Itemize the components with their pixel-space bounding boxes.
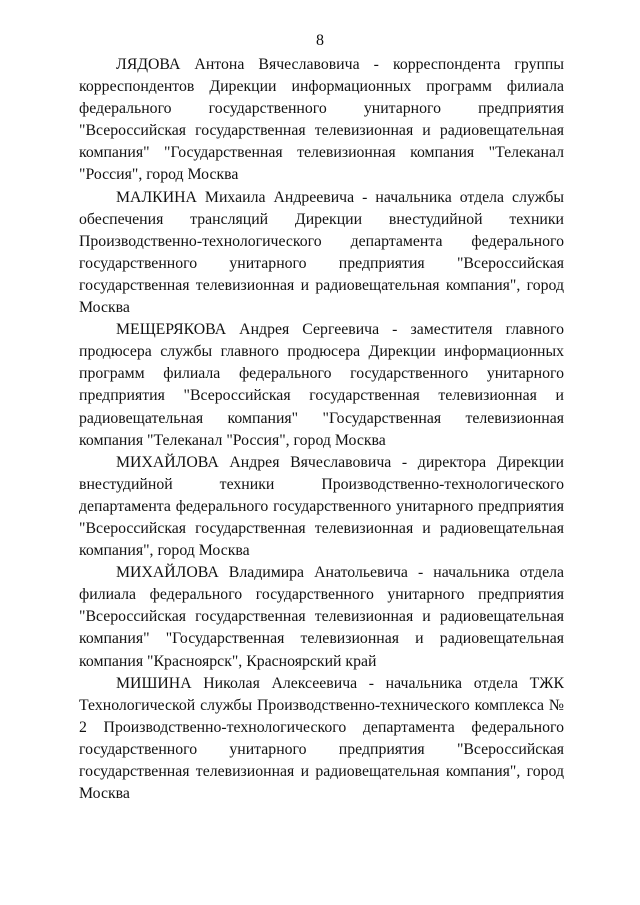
- entry-lyadov: ЛЯДОВА Антона Вячеславовича - корреспондента группы корреспондентов Дирекции информационных программ филиала федерального государственного унитарного предприятия "Всероссийская государственная телевизионная и радиовещательная компания" "Государственная телевизионная компания "Телеканал "Россия", город Москва: [79, 56, 564, 184]
- entry-malkin: МАЛКИНА Михаила Андреевича - начальника отдела службы обеспечения трансляций Дирекции внестудийной техники Производственно-технологического департамента федерального государственного унитарного предприятия "Всероссийская государственная телевизионная и радиовещательная компания", город Москва: [79, 188, 564, 317]
- entry-mishin: МИШИНА Николая Алексеевича - начальника отдела ТЖК Технологической службы Производственно-технического комплекса № 2 Производственно-технологического департамента федерального государственного унитарного предприятия "Всероссийская государственная телевизионная и радиовещательная компания", город Москва: [79, 674, 564, 803]
- page-number: 8: [316, 32, 324, 49]
- award-list: [79, 54, 564, 805]
- entry-mikhailov-andrey: МИХАЙЛОВА Андрея Вячеславовича - директора Дирекции внестудийной техники Производственно-технологического департамента федерального государственного унитарного предприятия "Всероссийская государственная телевизионная и радиовещательная компания", город Москва: [79, 453, 564, 560]
- entry-meshcheryakov: МЕЩЕРЯКОВА Андрея Сергеевича - заместителя главного продюсера службы главного продюсера Дирекции информационных программ филиала федерального государственного унитарного предприятия "Всероссийская государственная телевизионная и радиовещательная компания" "Государственная телевизионная компания "Телеканал "Россия", город Москва: [79, 321, 564, 449]
- entry-mikhailov-vladimir: МИХАЙЛОВА Владимира Анатольевича - начальника отдела филиала федерального государственного унитарного предприятия "Всероссийская государственная телевизионная и радиовещательная компания" "Государственная телевизионная и радиовещательная компания "Красноярск", Красноярский край: [79, 564, 564, 670]
